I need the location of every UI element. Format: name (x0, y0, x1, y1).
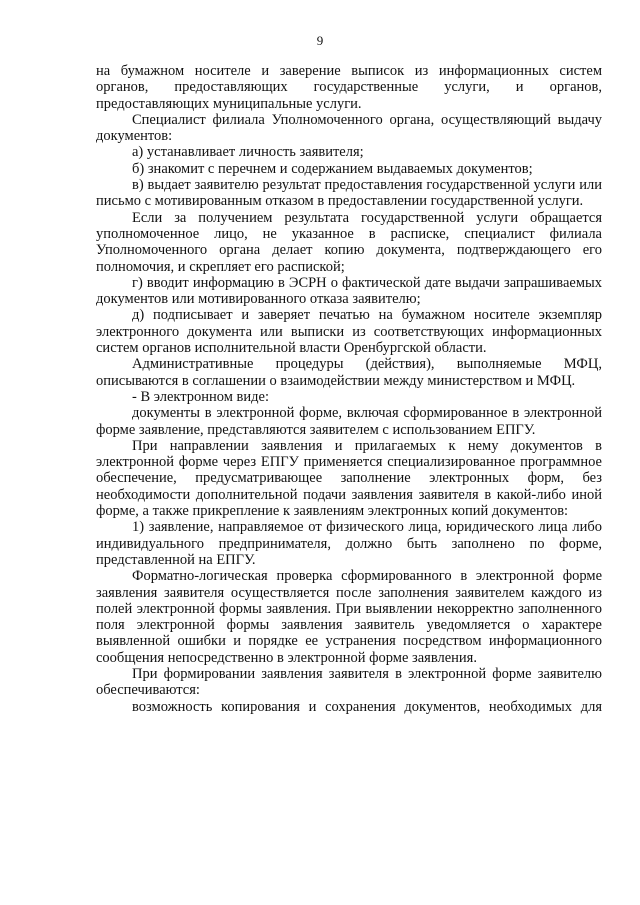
page-number: 9 (316, 33, 324, 48)
paragraph: документы в электронной форме, включая сформированное в электронной форме заявление, представляются заявителем с использованием ЕПГУ. (96, 405, 602, 438)
paragraph: При формировании заявления заявителя в электронной форме заявителю обеспечиваются: (96, 665, 602, 699)
list-item: а) устанавливает личность заявителя; (132, 144, 364, 161)
list-item: в) выдает заявителю результат предоставления государственной услуги или письмо с мотивированным отказом в предоставлении государственной услуги. (96, 177, 602, 210)
list-item: г) вводит информацию в ЭСРН о фактической дате выдачи запрашиваемых документов или мотивированного отказа заявителю; (96, 274, 602, 308)
paragraph: Специалист филиала Уполномоченного органа, осуществляющий выдачу документов: (96, 111, 602, 145)
list-item: б) знакомит с перечнем и содержанием выдаваемых документов; (132, 160, 533, 177)
paragraph: - В электронном виде: (132, 388, 269, 405)
paragraph: на бумажном носителе и заверение выписок из информационных систем органов, предоставляющих государственные услуги, и органов, предоставляющих муниципальные услуги. (96, 63, 602, 112)
document-body (96, 63, 602, 715)
paragraph: Административные процедуры (действия), выполняемые МФЦ, описываются в соглашении о взаимодействии между министерством и МФЦ. (96, 356, 602, 389)
paragraph: При направлении заявления и прилагаемых к нему документов в электронной форме через ЕПГУ применяется специализированное программное обеспечение, предусматривающее заполнение электронных форм, без необходимости дополнительной подачи заявления заявителя в какой-либо иной форме, а также прикрепление к заявлениям электронных копий документов: (96, 437, 602, 520)
paragraph: возможность копирования и сохранения документов, необходимых для (132, 698, 602, 715)
paragraph: Форматно-логическая проверка сформированного в электронной форме заявления заявителя осуществляется после заполнения заявителем каждого из полей электронной формы заявления. При выявлении некорректно заполненного поля электронной формы заявления заявитель уведомляется о характере выявленной ошибки и порядке ее устранения посредством информационного сообщения непосредственно в электронной форме заявления. (96, 568, 602, 666)
list-item: 1) заявление, направляемое от физического лица, юридического лица либо индивидуального предпринимателя, должно быть заполнено по форме, представленной на ЕПГУ. (96, 519, 602, 568)
list-item: д) подписывает и заверяет печатью на бумажном носителе экземпляр электронного документа или выписки из соответствующих информационных систем органов исполнительной власти Оренбургской области. (96, 307, 602, 357)
paragraph: Если за получением результата государственной услуги обращается уполномоченное лицо, не указанное в расписке, специалист филиала Уполномоченного органа делает копию документа, подтверждающего его полномочия, и скрепляет его распиской; (96, 209, 602, 275)
